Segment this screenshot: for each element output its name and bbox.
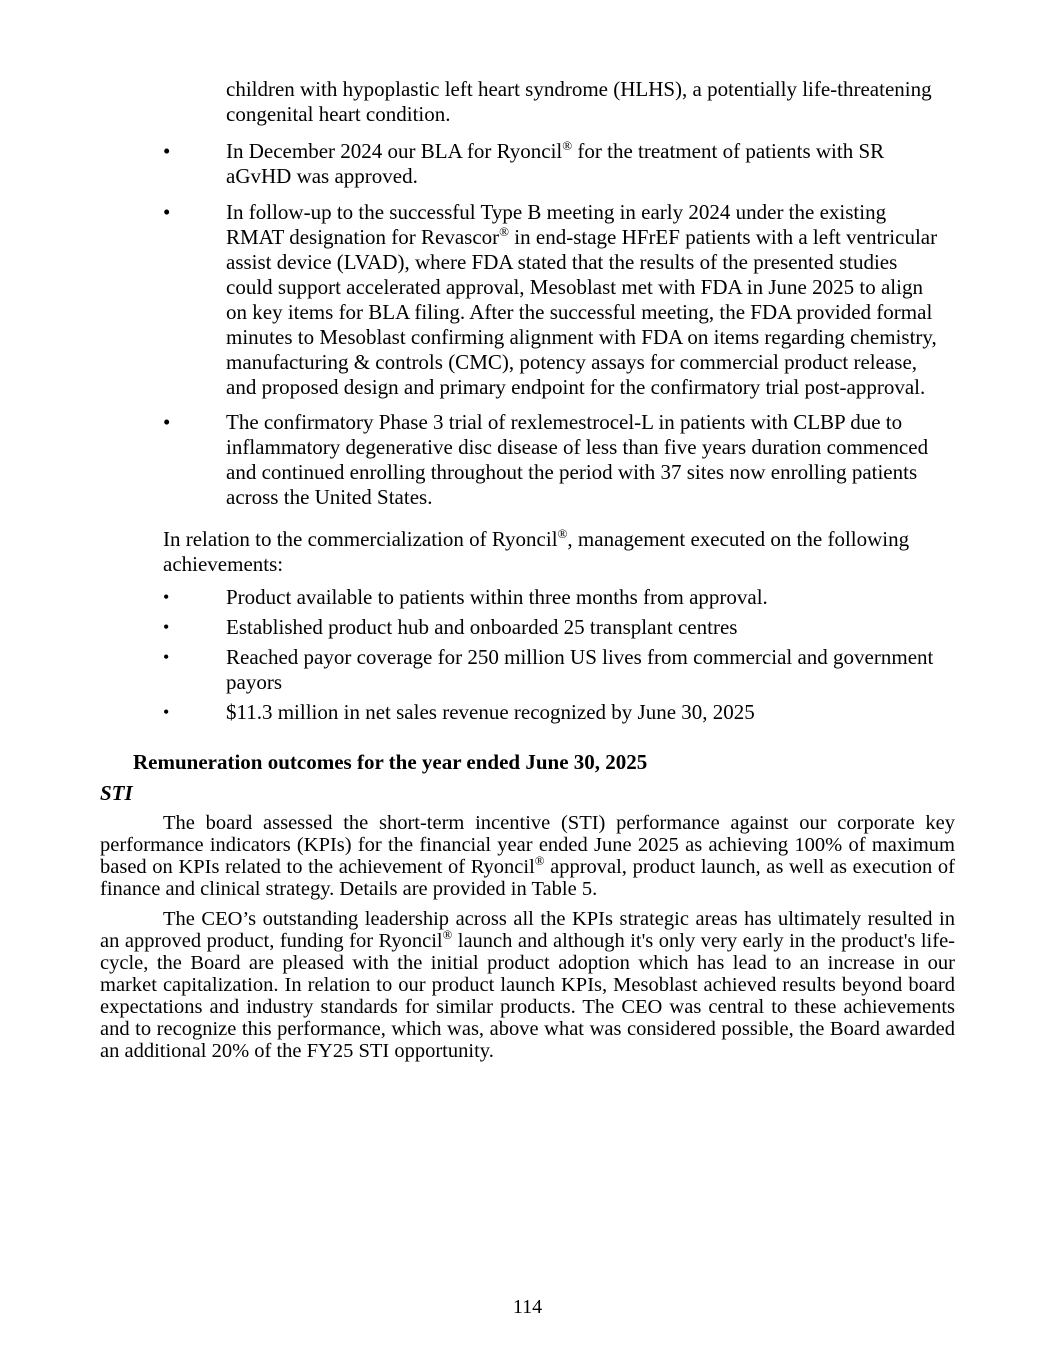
bullet-continuation-paragraph: children with hypoplastic left heart syndrome (HLHS), a potentially life-threatening congenital heart condition.: [226, 77, 932, 126]
bullet-item-text: The confirmatory Phase 3 trial of rexlemestrocel-L in patients with CLBP due to inflammatory degenerative disc disease of less than five years duration commenced and continued enrolling throughout the period with 37 sites now enrolling patients across the United States.: [226, 410, 929, 509]
sti-ceo-performance-paragraph: The CEO’s outstanding leadership across all the KPIs strategic areas has ultimately resulted in an approved product, funding for Ryoncil® launch and although it's only very early in the product's life-cycle, the Board are pleased with the initial product adoption which has lead to an increase in our market capitalization. In relation to our product launch KPIs, Mesoblast achieved results beyond board expectations and industry standards for similar products. The CEO was central to these achievements and to recognize this performance, which was, above what was considered possible, the Board awarded an additional 20% of the FY25 STI opportunity.: [100, 908, 956, 1062]
registered-trademark-symbol: ®: [562, 138, 573, 153]
bullet-icon: •: [163, 617, 170, 637]
achievement-item-payor-coverage: [100, 645, 955, 695]
bullet-item-text: In follow-up to the successful Type B meeting in early 2024 under the existing RMAT designation for Revascor® in end-stage HFrEF patients with a left ventricular assist device (LVAD), where FDA stated that the results of the presented studies could support accelerated approval, Mesoblast met with FDA in June 2025 to align on key items for BLA filing. After the successful meeting, the FDA provided formal minutes to Mesoblast confirming alignment with FDA on items regarding chemistry, manufacturing & controls (CMC), potency assays for commercial product release, and proposed design and primary endpoint for the confirmatory trial post-approval.: [226, 200, 938, 399]
bullet-item-ryoncil-approval: [100, 139, 955, 189]
remuneration-outcomes-heading: Remuneration outcomes for the year ended June 30, 2025: [133, 750, 648, 774]
registered-trademark-symbol: ®: [499, 224, 510, 239]
achievement-item-product-hub: [100, 615, 955, 640]
achievement-item-text: Reached payor coverage for 250 million US lives from commercial and government payors: [226, 645, 934, 694]
bullet-icon: •: [163, 139, 171, 163]
sti-board-assessment-paragraph: The board assessed the short-term incentive (STI) performance against our corporate key performance indicators (KPIs) for the financial year ended June 2025 as achieving 100% of maximum based on KPIs related to the achievement of Ryoncil® approval, product launch, as well as execution of finance and clinical strategy. Details are provided in Table 5.: [100, 812, 955, 900]
registered-trademark-symbol: ®: [557, 526, 568, 541]
registered-trademark-symbol: ®: [442, 928, 453, 943]
bullet-icon: •: [163, 200, 171, 224]
sti-heading: STI: [100, 781, 133, 805]
achievement-item-text: $11.3 million in net sales revenue recognized by June 30, 2025: [226, 700, 755, 724]
registered-trademark-symbol: ®: [534, 854, 545, 869]
bullet-icon: •: [163, 647, 170, 667]
achievement-item-text: Established product hub and onboarded 25 transplant centres: [226, 615, 738, 639]
achievement-item-text: Product available to patients within three months from approval.: [226, 585, 768, 609]
bullet-item-text: In December 2024 our BLA for Ryoncil® for the treatment of patients with SR aGvHD was approved.: [226, 138, 885, 188]
commercialization-intro-paragraph: In relation to the commercialization of Ryoncil®, management executed on the following achievements:: [163, 526, 910, 576]
achievement-item-net-sales: [100, 700, 955, 725]
bullet-icon: •: [163, 702, 170, 722]
bullet-item-revascor-fda-meeting: [100, 200, 955, 400]
bullet-icon: •: [163, 587, 170, 607]
bullet-item-phase3-trial: [100, 410, 955, 510]
page-number: 114: [512, 1296, 543, 1318]
bullet-icon: •: [163, 410, 171, 434]
achievement-item-product-availability: [100, 585, 955, 610]
